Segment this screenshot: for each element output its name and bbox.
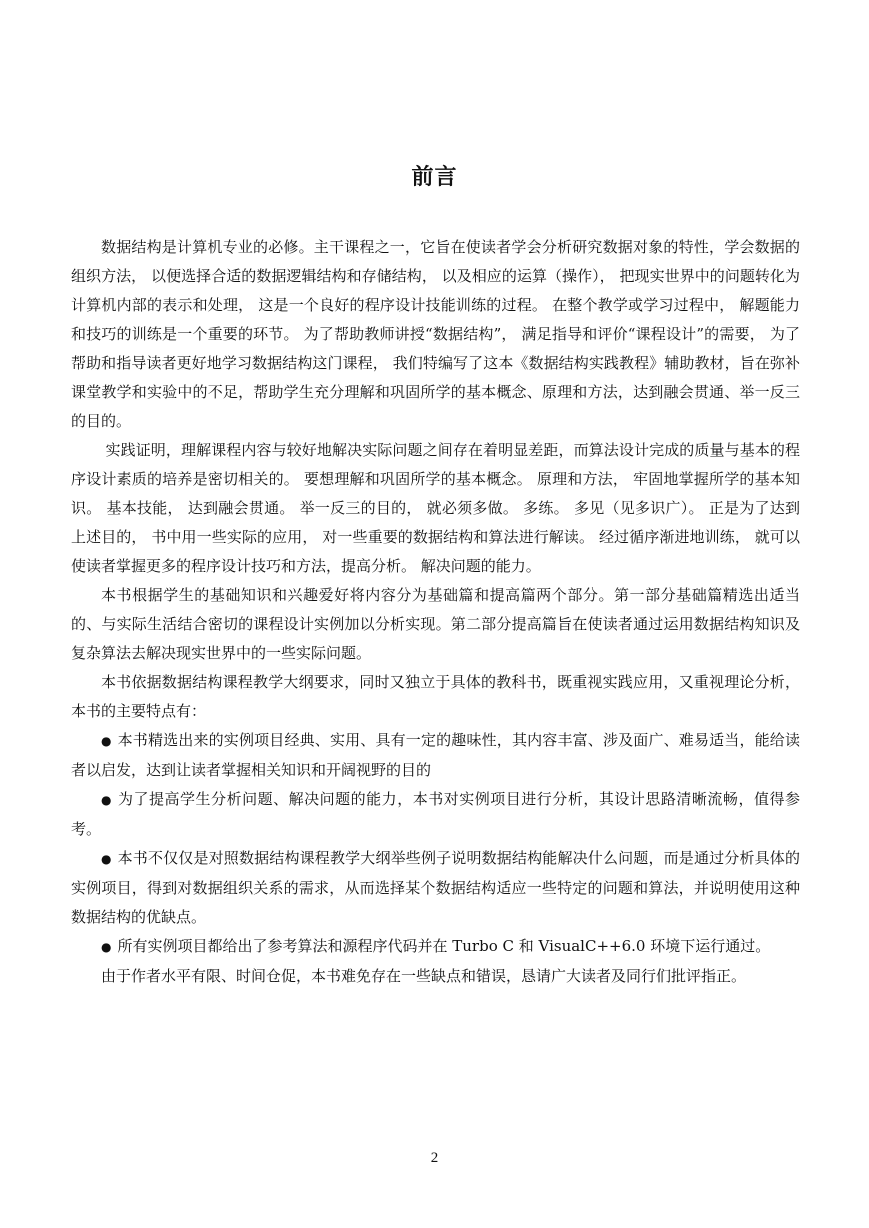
closing-paragraph: 由于作者水平有限、时间仓促，本书难免存在一些缺点和错误，恳请广大读者及同行们批评指正。	[101, 967, 747, 985]
preface-body	[71, 233, 800, 991]
bullet-dot-icon: ●	[101, 940, 112, 954]
bullet-item	[71, 844, 800, 932]
bullet-text: 为了提高学生分析问题、解决问题的能力，本书对实例项目进行分析，其设计思路清晰流畅，值得参考。	[71, 790, 800, 838]
bullet-item	[71, 785, 800, 844]
page-number: 2	[430, 1150, 439, 1166]
bullet-dot-icon: ●	[101, 734, 112, 748]
bullet-dot-icon: ●	[101, 852, 112, 866]
bullet-text: 本书精选出来的实例项目经典、实用、具有一定的趣味性，其内容丰富、涉及面广、难易适当，能给读者以启发，达到让读者掌握相关知识和开阔视野的目的	[71, 731, 800, 779]
bullet-item	[71, 726, 800, 785]
paragraph: 本书依据数据结构课程教学大纲要求，同时又独立于具体的教科书，既重视实践应用，又重视理论分析，本书的主要特点有：	[71, 673, 800, 720]
bullet-item	[71, 932, 800, 962]
bullet-text: 所有实例项目都给出了参考算法和源程序代码并在 Turbo C 和 VisualC++6.0 环境下运行通过。	[117, 937, 771, 955]
bullet-text: 本书不仅仅是对照数据结构课程教学大纲举些例子说明数据结构能解决什么问题，而是通过分析具体的实例项目，得到对数据组织关系的需求，从而选择某个数据结构适应一些特定的问题和算法，并说明使用这种数据结构的优缺点。	[71, 849, 800, 926]
paragraph: 本书根据学生的基础知识和兴趣爱好将内容分为基础篇和提高篇两个部分。第一部分基础篇精选出适当的、与实际生活结合密切的课程设计实例加以分析实现。第二部分提高篇旨在使读者通过运用数据结构知识及复杂算法去解决现实世界中的一些实际问题。	[71, 586, 800, 662]
paragraph: 实践证明，理解课程内容与较好地解决实际问题之间存在着明显差距，而算法设计完成的质量与基本的程序设计素质的培养是密切相关的。 要想理解和巩固所学的基本概念。 原理和方法， 牢固地掌握所学的基本知识。 基本技能， 达到融会贯通。 举一反三的目的， 就必须多做。 多练。 多见（见多识广）。 正是为了达到上述目的， 书中用一些实际的应用， 对一些重要的数据结构和算法进行解读。 经过循序渐进地训练， 就可以使读者掌握更多的程序设计技巧和方法，提高分析。 解决问题的能力。	[71, 441, 800, 575]
bullet-dot-icon: ●	[101, 793, 112, 807]
paragraph: 数据结构是计算机专业的必修。主干课程之一，它旨在使读者学会分析研究数据对象的特性，学会数据的组织方法， 以便选择合适的数据逻辑结构和存储结构， 以及相应的运算（操作）， 把现实世界中的问题转化为计算机内部的表示和处理， 这是一个良好的程序设计技能训练的过程。 在整个教学或学习过程中， 解题能力和技巧的训练是一个重要的环节。 为了帮助教师讲授“数据结构”， 满足指导和评价“课程设计”的需要， 为了帮助和指导读者更好地学习数据结构这门课程， 我们特编写了这本《数据结构实践教程》辅助教材，旨在弥补课堂教学和实验中的不足，帮助学生充分理解和巩固所学的基本概念、原理和方法，达到融会贯通、举一反三的目的。	[71, 238, 800, 430]
page-title: 前言	[411, 165, 458, 190]
